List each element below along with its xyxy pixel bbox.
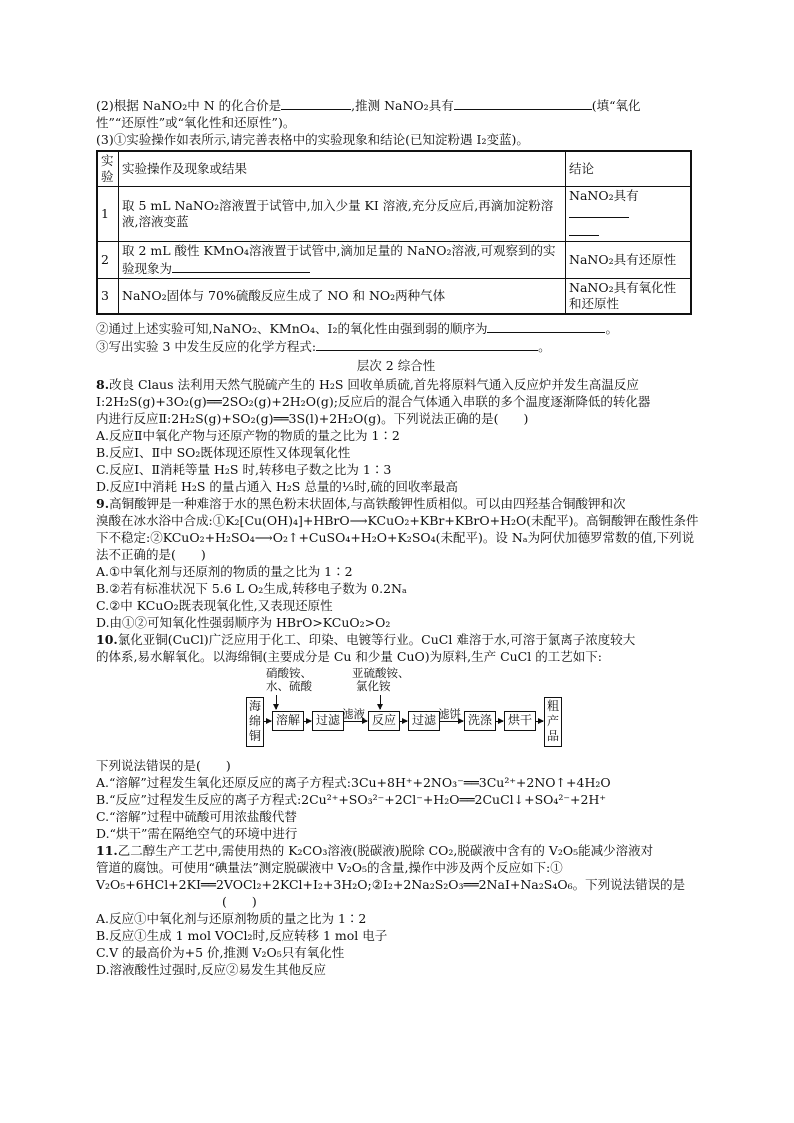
question-8: 8.改良 Claus 法利用天然气脱硫产生的 H₂S 回收单质硫,首先将原料气通入反应炉并发生高温反应 Ⅰ:2H₂S(g)+3O₂(g)══2SO₂(g)+2H₂O(g);反应后的混合气体通入串联的多个温度逐渐降低的转化器 内进行反应Ⅱ:2H₂S(g)+SO₂(g)══3S(l)+2H₂O(g)。下列说法正确的是( ) A.反应Ⅱ中氧化产物与还原产物的物质的量之比为 1∶2 B.反应Ⅰ、Ⅱ中 SO₂既体现还原性又体现氧化性 C.反应Ⅰ、Ⅱ消耗等量 H₂S 时,转移电子数之比为 1∶3 D.反应Ⅰ中消耗 H₂S 的量占通入 H₂S 总量的⅓时,硫的回收率最高	[96, 376, 696, 495]
option-a[interactable]: A.“溶解”过程发生氧化还原反应的离子方程式:3Cu+8H⁺+2NO₃⁻══3Cu²⁺+2NO↑+4H₂O	[96, 775, 611, 790]
q7-part2-line1: (2)根据 NaNO₂中 N 的化合价是 ,推测 NaNO₂具有 (填“氧化	[96, 98, 641, 113]
q7-part3-2: ②通过上述实验可知,NaNO₂、KMnO₄、I₂的氧化性由强到弱的顺序为 。	[96, 321, 618, 336]
question-10: 10.氯化亚铜(CuCl)广泛应用于化工、印染、电镀等行业。CuCl 难溶于水,可溶于氯离子浓度较大 的体系,易水解氧化。以海绵铜(主要成分是 Cu 和少量 CuO)为原料,生产 CuCl 的工艺如下: 硝酸铵、 水、硫酸 亚硫酸铵、 氯化铵 海绵铜 溶解 过滤 滤液 反应 过滤 滤饼 洗涤 烘干 粗产品 下列说法错误的是( ) A.“溶解”过程发生氧化还原反应的离子方程式:3Cu+8H⁺+2NO₃⁻══3Cu²⁺+2NO↑+4H₂O B.“反应”过程发生反应的离子方程式:2Cu²⁺+SO₃²⁻+2Cl⁻+H₂O══2CuCl↓+SO₄²⁻+2H⁺ C.“溶解”过程中硫酸可用浓盐酸代替 D.“烘干”需在隔绝空气的环境中进行	[96, 631, 696, 842]
option-c[interactable]: C.②中 KCuO₂既表现氧化性,又表现还原性	[96, 598, 333, 613]
answer-blank[interactable]	[487, 319, 605, 333]
option-d[interactable]: D.由①②可知氧化性强弱顺序为 HBrO>KCuO₂>O₂	[96, 615, 391, 630]
option-d[interactable]: D.“烘干”需在隔绝空气的环境中进行	[96, 826, 298, 841]
option-b[interactable]: B.反应①生成 1 mol VOCl₂时,反应转移 1 mol 电子	[96, 928, 388, 943]
answer-blank[interactable]	[569, 222, 599, 236]
flow-box-filter-1: 过滤	[312, 711, 344, 731]
table-header: 实验	[97, 151, 119, 187]
flow-box-end: 粗产品	[544, 697, 562, 747]
answer-blank[interactable]	[454, 96, 592, 110]
option-b[interactable]: B.反应Ⅰ、Ⅱ中 SO₂既体现还原性又体现氧化性	[96, 445, 351, 460]
option-b[interactable]: B.②若有标准状况下 5.6 L O₂生成,转移电子数为 0.2Nₐ	[96, 581, 407, 596]
option-d[interactable]: D.反应Ⅰ中消耗 H₂S 的量占通入 H₂S 总量的⅓时,硫的回收率最高	[96, 479, 458, 494]
document-page	[96, 96, 699, 978]
table-header-row	[97, 151, 691, 187]
flow-arrow	[399, 721, 407, 722]
table-header: 实验操作及现象或结果	[119, 151, 566, 187]
flow-arrow	[303, 721, 311, 722]
table-row: 1 取 5 mL NaNO₂溶液置于试管中,加入少量 KI 溶液,充分反应后,再滴加淀粉溶液,溶液变蓝 NaNO₂具有	[97, 187, 691, 242]
flow-arrow	[439, 721, 463, 722]
option-b[interactable]: B.“反应”过程发生反应的离子方程式:2Cu²⁺+SO₃²⁻+2Cl⁻+H₂O══2CuCl↓+SO₄²⁻+2H⁺	[96, 792, 606, 807]
flow-box-react: 反应	[368, 711, 400, 731]
filtrate-label: 滤液	[342, 707, 365, 721]
reagent-label-2b: 氯化铵	[356, 679, 391, 693]
flow-arrow	[495, 721, 503, 722]
process-flow-diagram	[96, 667, 696, 755]
down-arrow	[380, 695, 381, 709]
section-title: 层次 2 综合性	[356, 358, 436, 373]
q7-part3-intro: (3)①实验操作如表所示,请完善表格中的实验现象和结论(已知淀粉遇 I₂变蓝)。	[96, 132, 529, 147]
reagent-label-1a: 硝酸铵、	[266, 666, 312, 680]
q7-part3-3: ③写出实验 3 中发生反应的化学方程式: 。	[96, 339, 551, 354]
down-arrow	[276, 695, 277, 709]
option-c[interactable]: C.反应Ⅰ、Ⅱ消耗等量 H₂S 时,转移电子数之比为 1∶3	[96, 462, 392, 477]
flow-box-dry: 烘干	[504, 711, 536, 731]
reagent-label-2a: 亚硫酸铵、	[352, 666, 410, 680]
flow-box-filter-2: 过滤	[408, 711, 440, 731]
flow-arrow	[263, 721, 271, 722]
table-row: 3 NaNO₂固体与 70%硫酸反应生成了 NO 和 NO₂两种气体 NaNO₂具有氧化性和还原性	[97, 279, 691, 315]
flow-box-wash: 洗涤	[464, 711, 496, 731]
q7-part2-line2: 性”“还原性”或“氧化性和还原性”)。	[96, 115, 296, 130]
table-row: 2 取 2 mL 酸性 KMnO₄溶液置于试管中,滴加足量的 NaNO₂溶液,可观察到的实验现象为 NaNO₂具有还原性	[97, 242, 691, 279]
answer-blank[interactable]	[281, 96, 351, 110]
option-a[interactable]: A.反应①中氧化剂与还原剂物质的量之比为 1∶2	[96, 911, 367, 926]
flow-arrow	[343, 721, 367, 722]
flow-box-dissolve: 溶解	[272, 711, 304, 731]
option-c[interactable]: C.V 的最高价为+5 价,推测 V₂O₅只有氧化性	[96, 945, 345, 960]
answer-blank[interactable]	[316, 337, 538, 351]
question-9: 9.高铜酸钾是一种难溶于水的黑色粉末状固体,与高铁酸钾性质相似。可以由四羟基合铜酸钾和次 溴酸在冰水浴中合成:①K₂[Cu(OH)₄]+HBrO⟶KCuO₂+KBr+KBrO+H₂O(未配平)。高铜酸钾在酸性条件 下不稳定:②KCuO₂+H₂SO₄⟶O₂↑+CuSO₄+H₂O+K₂SO₄(未配平)。设 Nₐ为阿伏加德罗常数的值,下列说 法不正确的是( ) A.①中氧化剂与还原剂的物质的量之比为 1∶2 B.②若有标准状况下 5.6 L O₂生成,转移电子数为 0.2Nₐ C.②中 KCuO₂既表现氧化性,又表现还原性 D.由①②可知氧化性强弱顺序为 HBrO>KCuO₂>O₂	[96, 496, 699, 630]
question-11: 11.乙二醇生产工艺中,需使用热的 K₂CO₃溶液(脱碳液)脱除 CO₂,脱碳液中含有的 V₂O₅能减少溶液对 管道的腐蚀。可使用“碘量法”测定脱碳液中 V₂O₅的含量,操作中涉及两个反应如下:① V₂O₅+6HCl+2KI══2VOCl₂+2KCl+I₂+3H₂O;②I₂+2Na₂S₂O₃══2NaI+Na₂S₄O₆。下列说法错误的是 ( ) A.反应①中氧化剂与还原剂物质的量之比为 1∶2 B.反应①生成 1 mol VOCl₂时,反应转移 1 mol 电子 C.V 的最高价为+5 价,推测 V₂O₅只有氧化性 D.溶液酸性过强时,反应②易发生其他反应	[96, 842, 696, 978]
option-d[interactable]: D.溶液酸性过强时,反应②易发生其他反应	[96, 962, 327, 977]
flow-arrow	[535, 721, 543, 722]
flow-box-start: 海绵铜	[246, 697, 264, 747]
table-header: 结论	[566, 151, 692, 187]
option-a[interactable]: A.反应Ⅱ中氧化产物与还原产物的物质的量之比为 1∶2	[96, 428, 400, 443]
answer-blank[interactable]	[172, 259, 310, 273]
option-a[interactable]: A.①中氧化剂与还原剂的物质的量之比为 1∶2	[96, 564, 353, 579]
reagent-label-1b: 水、硫酸	[266, 679, 312, 693]
experiment-table	[96, 150, 692, 315]
option-c[interactable]: C.“溶解”过程中硫酸可用浓盐酸代替	[96, 809, 297, 824]
answer-blank[interactable]	[569, 204, 629, 218]
filter-cake-label: 滤饼	[438, 707, 461, 721]
